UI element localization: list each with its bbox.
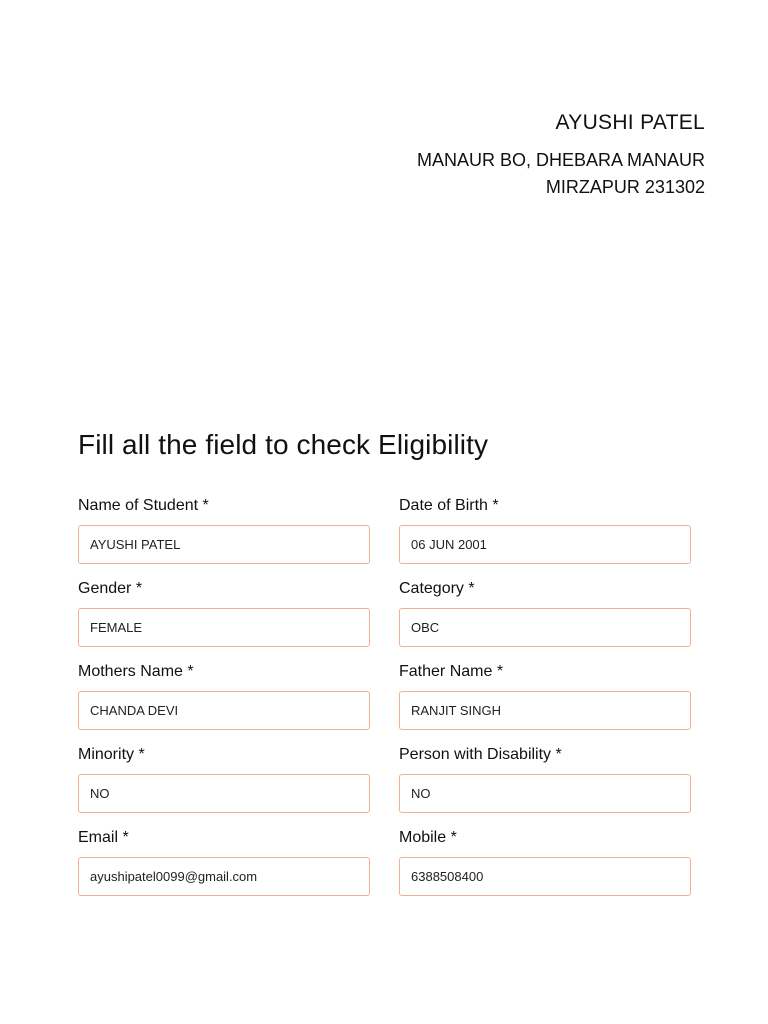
student-name-input[interactable] [78, 525, 370, 564]
address-line-2: MIRZAPUR 231302 [545, 177, 705, 197]
field-minority [78, 742, 370, 813]
mothers-name-input[interactable] [78, 691, 370, 730]
field-mothers-name [78, 659, 370, 730]
applicant-header [205, 108, 705, 201]
field-date-of-birth [399, 493, 691, 564]
gender-input[interactable] [78, 608, 370, 647]
field-mobile [399, 825, 691, 896]
disability-input[interactable] [399, 774, 691, 813]
field-name-of-student [78, 493, 370, 564]
category-input[interactable] [399, 608, 691, 647]
father-name-input[interactable] [399, 691, 691, 730]
field-father-name [399, 659, 691, 730]
field-label: Father Name * [399, 663, 504, 680]
field-label: Gender * [78, 580, 143, 597]
field-label: Category * [399, 580, 475, 597]
email-input[interactable] [78, 857, 370, 896]
mobile-input[interactable] [399, 857, 691, 896]
field-email [78, 825, 370, 896]
field-label: Email * [78, 829, 129, 846]
field-label: Mothers Name * [78, 663, 194, 680]
field-label: Minority * [78, 746, 145, 763]
field-person-with-disability [399, 742, 691, 813]
field-category [399, 576, 691, 647]
address-line-1: MANAUR BO, DHEBARA MANAUR [416, 150, 705, 170]
form-title: Fill all the field to check Eligibility [78, 429, 489, 460]
applicant-name: AYUSHI PATEL [555, 111, 705, 134]
minority-input[interactable] [78, 774, 370, 813]
field-gender [78, 576, 370, 647]
field-label: Date of Birth * [399, 497, 499, 514]
field-label: Name of Student * [78, 497, 209, 514]
field-label: Person with Disability * [399, 746, 562, 763]
eligibility-form [78, 493, 691, 896]
date-of-birth-input[interactable] [399, 525, 691, 564]
field-label: Mobile * [399, 829, 457, 846]
